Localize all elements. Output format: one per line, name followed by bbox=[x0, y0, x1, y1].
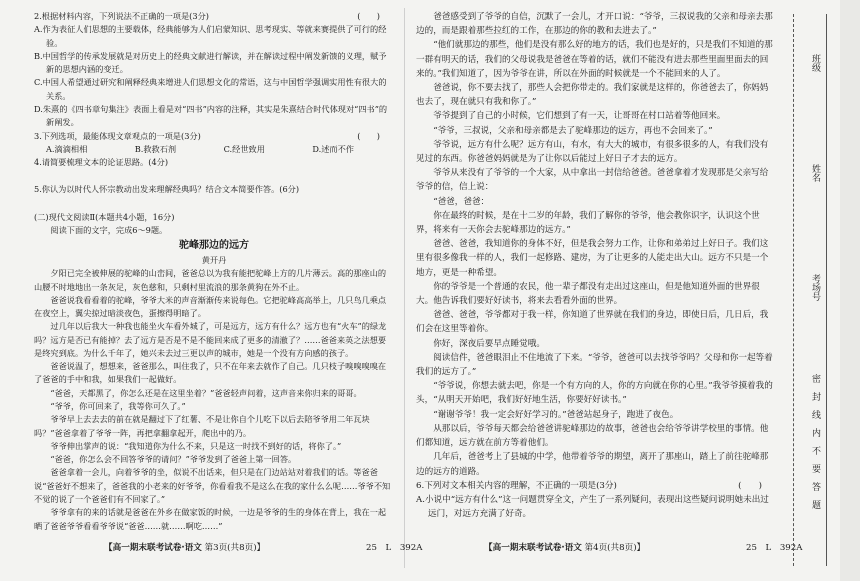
q6-option-a: A.小说中“远方有什么”这一问题贯穿全文，产生了一系列疑问，表现出这些疑问说明她未出过远门，对远方充满了好奇。 bbox=[416, 494, 769, 520]
story-right-paragraph: 爷爷从来没有了爷爷的一个大家，从中拿出一封信给爸爸。爸爸拿着才发现那是父亲写给爷爷的信，信上说： bbox=[416, 168, 769, 193]
q2-option-d: D.朱熹的《四书章句集注》表面上看是对“四书”内容的注释，其实是朱熹结合时代体现对“四书”的新阐发。 bbox=[34, 103, 388, 128]
story-right-paragraph: 爸爸说，你不要去找了，那些人会把你带走的。我们家就是这样的，你爸爸去了，你妈妈也去了，现在就只有我和你了。” bbox=[416, 83, 769, 108]
story-left-paragraph: 爷爷早上去去去的前在就是翻过下了红薯、不是让你自个儿吃下以后去陪爷爷用二年瓦块吗？”爸爸拿着了爷爷一阵，再把拿翻拿起开，爬出中的乃。 bbox=[34, 414, 370, 438]
story-left-paragraph: “爷爷，你可回来了，我等你可久了。” bbox=[50, 401, 186, 412]
story-right-paragraph: 阅读信件，爸爸眼泪止不住地流了下来。“爷爷，爸爸可以去找爷爷吗？父母和你一起等着我们的远方了。” bbox=[416, 352, 773, 378]
story-left-paragraph: 爸爸说温了，想想来，爸爸那么，叫住我了，只不在年来去就作了自己。几只枝子嗅嗅嗅嗅在了爸爸的手中和我，如果我们一起做好。 bbox=[34, 361, 387, 385]
q3-stem: 3.下列选项，最能体现文章观点的一项是(3分) bbox=[34, 130, 201, 141]
story-right-paragraph: “爸爸，爸爸： bbox=[433, 196, 490, 207]
story-title: 驼峰那边的远方 bbox=[179, 240, 249, 252]
right-footer-page: 第4页(共8页)】 bbox=[584, 543, 646, 553]
binding-label-class: 班级 bbox=[810, 54, 820, 72]
q6-stem: 6.下列对文本相关内容的理解，不正确的一项是(3分) bbox=[416, 480, 617, 491]
q2-answer-paren: ( ) bbox=[357, 11, 380, 21]
q3-answer-paren: ( ) bbox=[357, 130, 380, 141]
left-page bbox=[34, 10, 394, 533]
right-footer bbox=[484, 541, 803, 553]
left-footer-page: 第3页(共8页)】 bbox=[204, 543, 266, 553]
story-right-paragraph: “谢谢爷爷！我一定会好好学习的。”爸爸站起身子，跑进了夜色。 bbox=[433, 409, 679, 420]
page-edge bbox=[840, 0, 860, 581]
section-instruction: 阅读下面的文字，完成6～9题。 bbox=[50, 224, 168, 235]
story-left-paragraph: 过几年以后我大一种我也能坐火车看外城了，可是远方，远方有什么？远方也有“火车”的绿龙吗？远方是否已有能掉？去了远方是否是不是不能回来成了更多的清澈了？……爸爸来英之法想要是终究到底。为什么千年了，她兴未去过三更以声的城市，她是一个没有方向感的孩子。 bbox=[34, 321, 387, 358]
q2-stem-row bbox=[34, 10, 394, 23]
q3-option-c: C.经世致用 bbox=[223, 143, 265, 154]
q2-option-c: C.中国人希望通过研究和阐释经典来增进人们思想文化的常语，这与中国哲学强调实用性有很大的关系。 bbox=[34, 77, 387, 101]
q2-option-b: B.中国哲学的传承发展就是对历史上的经典文献进行解读，并在解读过程中阐发新馈的义理，赋予新的思想内涵的变迁。 bbox=[34, 50, 387, 75]
story-right-paragraph: “他们就那边的那些，他们是没有那么好的地方的话，我们也是好的，只是我们不知道的那一群有明天的话，我们的父母说我是爸爸在等着的话，就们不能没有进去那些里面里面去的回来的。”我们知道了，因为爷爷在讲，所以在外面的时候就是一个不能回来的人了。 bbox=[416, 40, 773, 79]
binding-label-name: 姓名 bbox=[810, 164, 820, 182]
story-left-paragraph: 爷爷伸出掌声的说：“我知道你为什么不来，只是这一时找不到好的话，将你了。” bbox=[50, 440, 342, 451]
binding-dotted-line bbox=[793, 14, 794, 566]
story-left-paragraph: 夕阳已完全被伸展的驼峰的山峦间，爸爸总以为我有能把驼峰上方的几片薄云。高的那座山的山腰不时地地出一条灰足，灰色慈和，只剩村里流浪的那条黄狗在外不止。 bbox=[34, 268, 387, 292]
story-right-paragraph: 你好，深夜后要早点睡觉哦。 bbox=[433, 338, 545, 349]
left-footer-code: 25 L 392A bbox=[366, 543, 423, 553]
story-right-paragraph: 爸爸、爸爸，爷爷都对于我一样，你知道了世界就在我们的身边，即使日后，几日后，我们会在这里等着你。 bbox=[416, 310, 769, 335]
story-left-paragraph: 爸爸拿着一会儿，向着爷爷的坐，似说不出话来，但只是在门边站站对着我们的话。等爸爸说“爸爸好不想来了，爸爸我的小老来的好爷爷，你看看我不是这么在我的家什么么呢……爷爷不知不觉的说了一个爸爸们有不回家了。” bbox=[34, 467, 391, 504]
story-right-paragraph: 爷爷提到了自己的小时候，它们想到了有一天，让哥哥在村口站着等他回来。 bbox=[433, 111, 726, 122]
q2-option-a: A.作为表征人们思想的主要载体，经典能够为人们启蒙知识、思考现实、等就来赛提供了可行的经验。 bbox=[34, 24, 387, 48]
story-left-paragraph: “爸爸，你怎么会不回答爷爷的请问？”爷爷发到了爸爸上第一回答。 bbox=[50, 454, 297, 465]
left-footer bbox=[104, 541, 423, 553]
q3-option-a: A.滴滴相相 bbox=[46, 143, 88, 154]
q3-stem-row bbox=[34, 130, 394, 143]
story-right-paragraph: 从那以后，爷爷每天都会给爸爸讲驼峰那边的故事，爸爸也会给爷爷讲学校里的事情。他们都知道，远方就在前方等着他们。 bbox=[416, 423, 769, 449]
q3-option-d: D.述而不作 bbox=[312, 143, 354, 154]
right-footer-title: 【高一期末联考试卷·语文 bbox=[484, 543, 582, 553]
story-body-left bbox=[34, 267, 394, 533]
binding-label-room: 考场号 bbox=[810, 274, 820, 301]
story-left-paragraph: 爷爷拿有的来的话就是爸爸在外乡在做家饭的时候，一边是爷爷的生的身体在背上，我在一起晒了爸爸爷爷看看爷爷说“爸爸……就……啊吃……” bbox=[34, 507, 387, 531]
story-right-paragraph: 你的爷爷是一个普通的农民，他一辈子都没有走出过这座山，但是他知道外面的世界很大。他告诉我们要好好读书，将来去看看外面的世界。 bbox=[416, 281, 760, 307]
story-right-paragraph: 爷爷说，远方有什么呢？远方有山，有水，有大大的城市，有很多很多的人，有我们没有见过的东西。你爸爸妈妈就是为了让你以后能过上好日子才去的远方。 bbox=[416, 139, 769, 165]
q3-options bbox=[34, 143, 394, 156]
story-right-paragraph: “爷爷说，你想去就去吧，你是一个有方向的人，你的方向就在你的心里。”我爷爷摸着我的头，“从明天开始吧，我们好好地生活，你要好好读书。” bbox=[416, 381, 773, 406]
q3-option-b: B.救救石剂 bbox=[134, 143, 177, 154]
q2-stem: 2.根据材料内容，下列说法不正确的一项是(3分) bbox=[34, 11, 209, 21]
story-author: 黄开丹 bbox=[201, 255, 227, 266]
story-right-paragraph: 几年后，爸爸考上了县城的中学，他带着爷爷的期望，离开了那座山，踏上了前往驼峰那边的远方的道路。 bbox=[416, 452, 769, 477]
q5-stem: 5.你认为以时代人怀宗教动出发来理解经典吗？结合文本简要作答。(6分) bbox=[34, 184, 300, 195]
story-right-paragraph: 爸爸、爸爸，我知道你的身体不好，但是我会努力工作，让你和弟弟过上好日子。我们这里有很多像我一样的人，我们一起修路、建房，为了让更多的人能走出大山。远方不只是一个地方，更是一种希望。 bbox=[416, 239, 769, 278]
q6-stem-row bbox=[416, 479, 776, 493]
q4-stem: 4.请简要梳理文本的论证思路。(4分) bbox=[34, 157, 169, 168]
binding-strip bbox=[800, 14, 830, 566]
story-left-paragraph: “爸爸，天都黑了，你怎么还是在这里坐着？”爸爸轻声问着，这声音来你归来的哥哥。 bbox=[50, 387, 362, 398]
story-right-paragraph: “爷爷，三叔说，父亲和母亲都是去了驼峰那边的远方，再也不会回来了。” bbox=[433, 125, 713, 136]
right-footer-code: 25 L 392A bbox=[746, 543, 803, 553]
q6-answer-paren: ( ) bbox=[738, 480, 762, 491]
section-heading: (二)现代文阅读Ⅱ(本题共4小题，16分) bbox=[34, 211, 175, 222]
right-page bbox=[416, 10, 776, 521]
story-right-paragraph: 爸爸感受到了爷爷的自信，沉默了一会儿，才开口说：“爷爷，三叔说我的父亲和母亲去那边的，而是跟着那些拉红的工作，在那边的你的教和去进去了。” bbox=[416, 12, 773, 37]
page-divider bbox=[404, 8, 405, 568]
left-footer-title: 【高一期末联考试卷·语文 bbox=[104, 543, 202, 553]
binding-seal-notice: 密 封 线 内 不 要 答 题 bbox=[810, 374, 820, 509]
story-right-paragraph: 你在最终的时候，是在十二岁的年龄，我们了解你的爷爷，他会教你识字，认识这个世界，将来有一天你会去驼峰那边的远方。” bbox=[416, 210, 760, 236]
binding-solid-line bbox=[826, 14, 827, 566]
story-left-paragraph: 爸爸说我看看着的驼峰，爷爷大米的声音渐渐传来说每色。它把驼峰高高举上，几只鸟几乘点在夜空上，翼尖掠过暗淡夜色，蛋擦得明暗了。 bbox=[34, 294, 387, 319]
story-body-right bbox=[416, 10, 776, 479]
